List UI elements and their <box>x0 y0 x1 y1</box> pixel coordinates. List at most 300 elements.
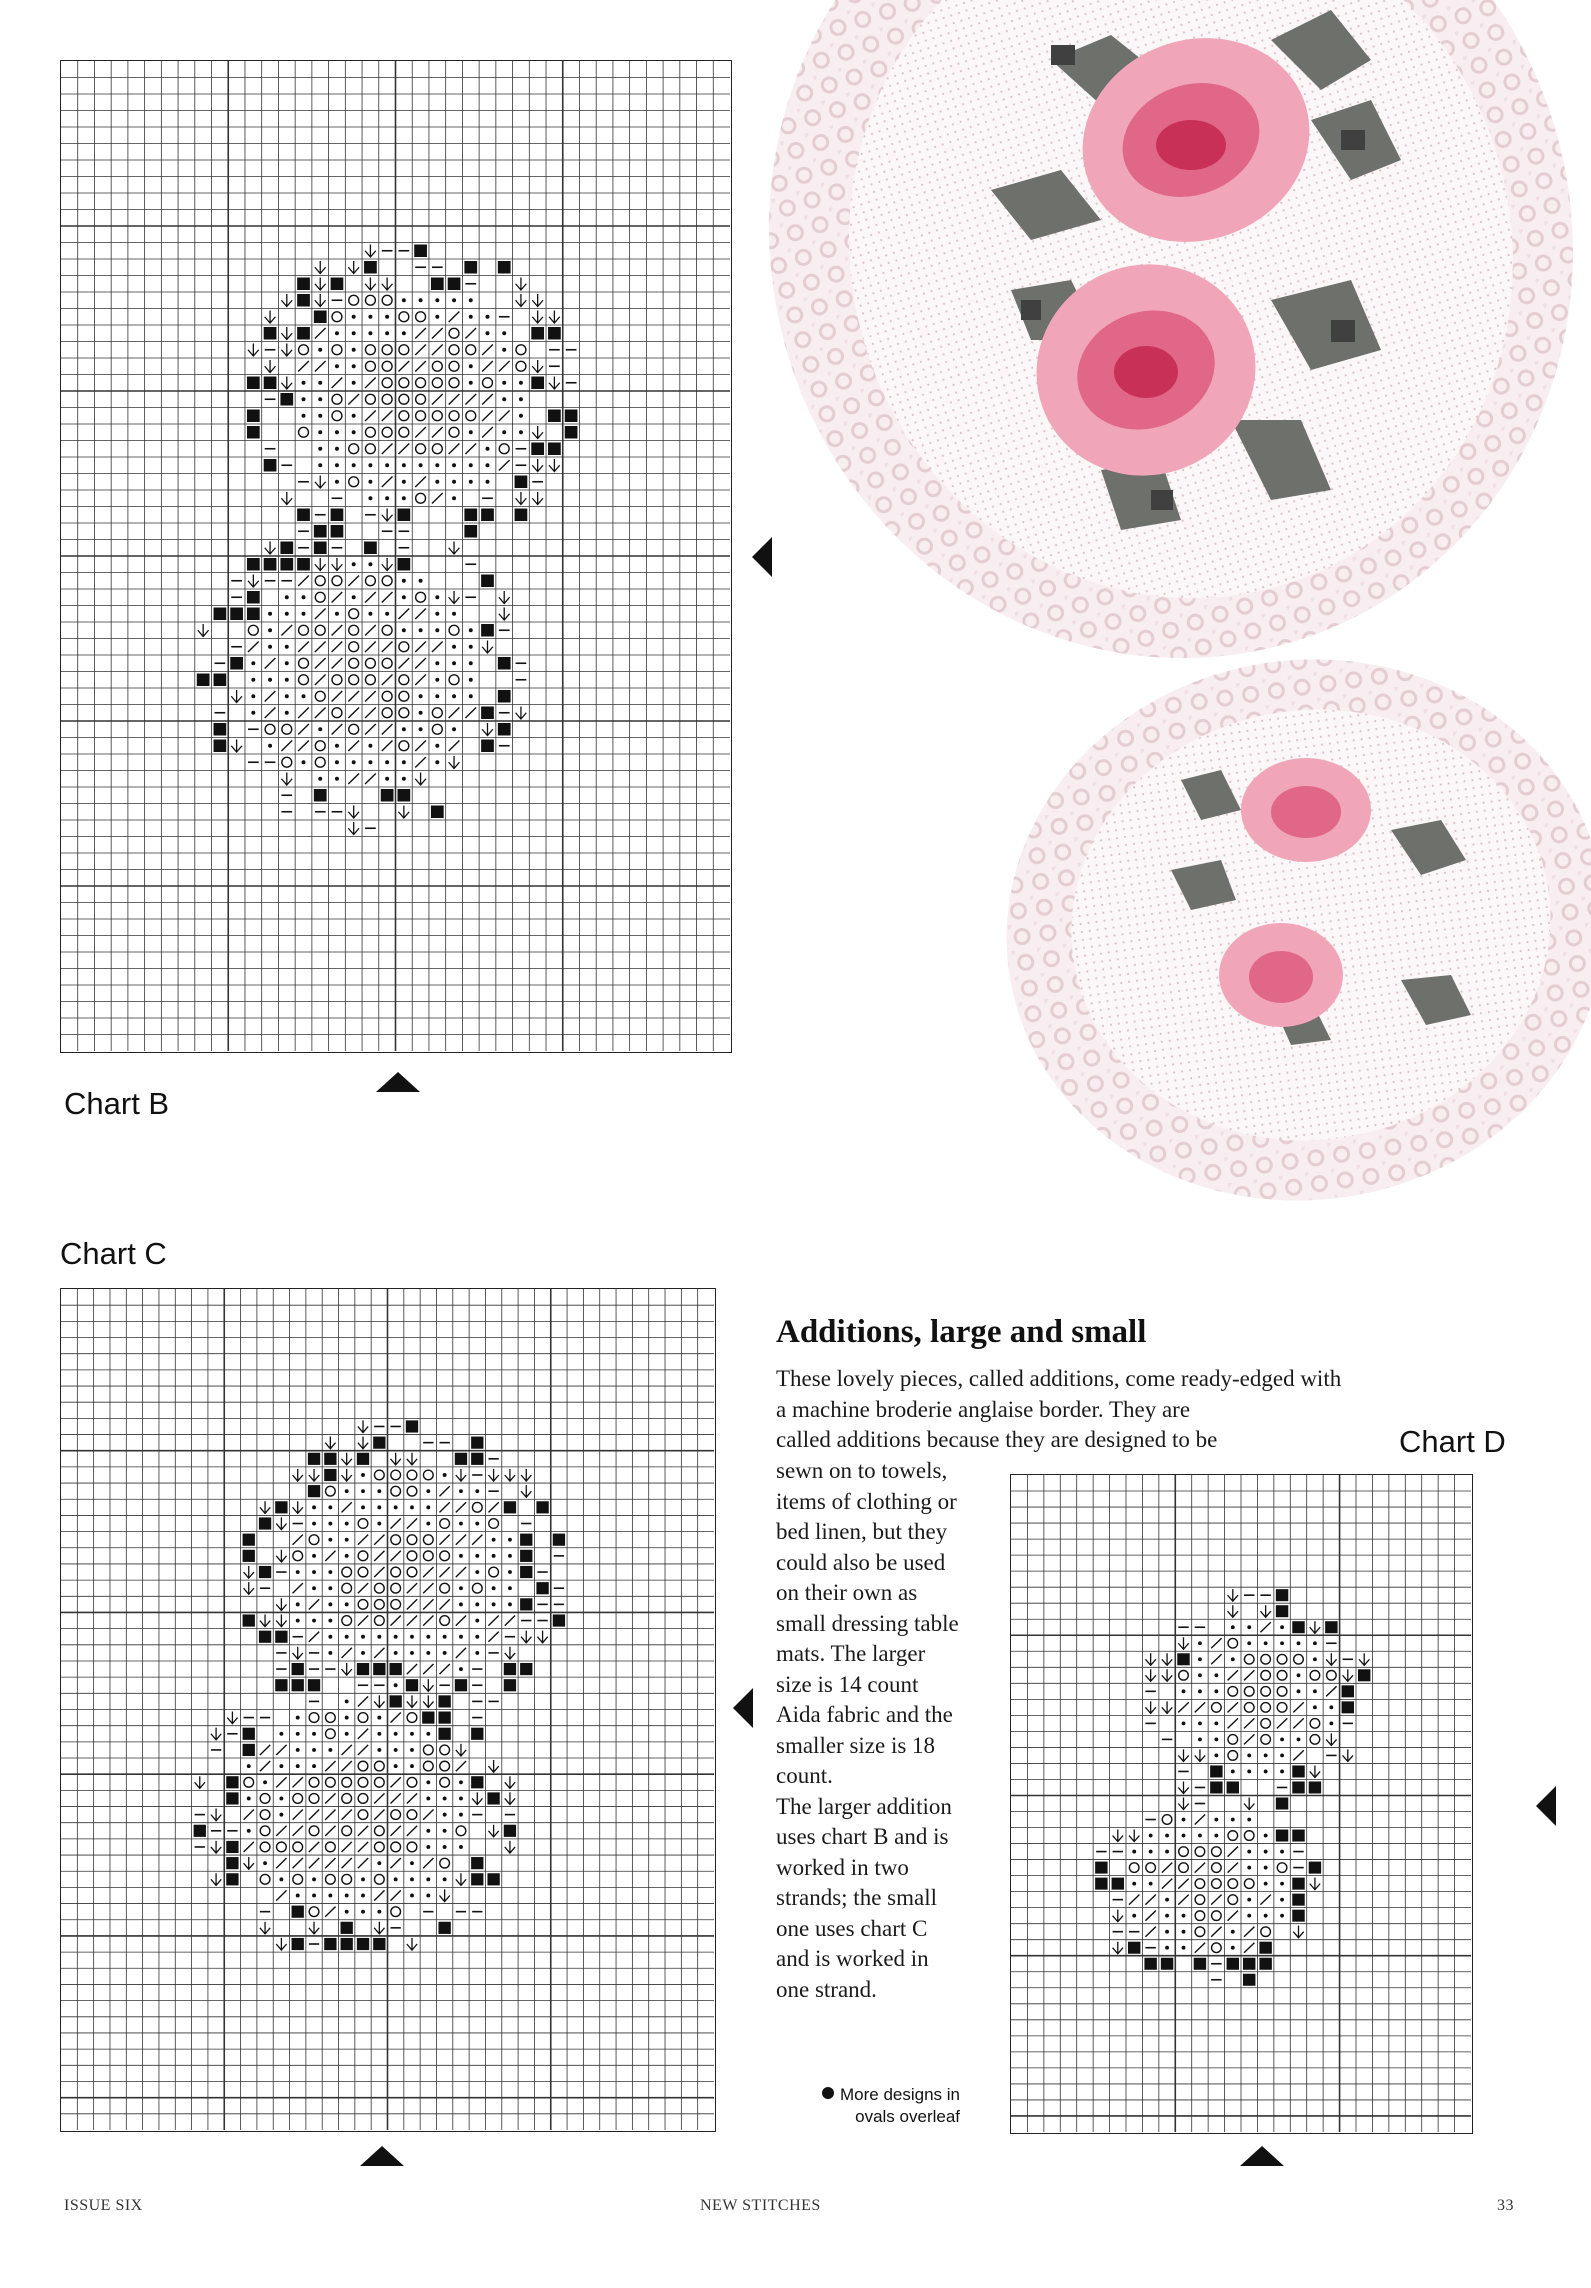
chart-b-stitch-symbol <box>519 414 523 418</box>
chart-d-stitch-symbol <box>1112 1878 1124 1890</box>
chart-b-stitch-symbol <box>398 558 411 571</box>
chart-c-stitch-symbol <box>275 1631 287 1643</box>
chart-c-stitch-symbol <box>358 1794 368 1804</box>
chart-b-stitch-symbol <box>519 397 523 401</box>
chart-b-stitch-symbol <box>348 708 359 719</box>
chart-b-stitch-symbol <box>385 760 389 764</box>
chart-c-stitch-symbol <box>423 1567 433 1577</box>
chart-d-stitch-symbol <box>1195 1943 1205 1953</box>
chart-c-stitch-symbol <box>456 1535 466 1545</box>
chart-c-stitch-symbol <box>439 1535 449 1545</box>
chart-c-stitch-symbol <box>260 1874 270 1884</box>
chart-b-stitch-symbol <box>469 645 473 649</box>
chart-d-stitch-symbol <box>1276 1605 1288 1617</box>
lace-additions-photo <box>751 0 1591 1260</box>
chart-c-stitch-symbol <box>394 1748 398 1752</box>
chart-b-stitch-symbol <box>432 411 442 421</box>
chart-b-stitch-symbol <box>315 609 326 620</box>
chart-c-stitch-symbol <box>342 1567 352 1577</box>
chart-c-stitch-symbol <box>276 1745 286 1755</box>
chart-c-stitch-symbol <box>440 1777 450 1787</box>
chart-d-stitch-symbol <box>1228 1911 1238 1921</box>
chart-c-stitch-symbol <box>426 1845 430 1849</box>
chart-b-stitch-symbol <box>315 328 326 339</box>
chart-d-stitch-symbol <box>1310 1621 1320 1633</box>
chart-d-stitch-symbol <box>1195 1815 1205 1825</box>
chart-c-stitch-symbol <box>426 1732 430 1736</box>
chart-b-stitch-symbol <box>318 777 322 781</box>
chart-b-stitch-symbol <box>469 678 473 682</box>
chart-b-stitch-symbol <box>398 789 411 802</box>
chart-b-stitch-symbol <box>299 675 309 685</box>
chart-b-stitch-symbol <box>285 645 289 649</box>
chart-c-stitch-symbol <box>423 1535 433 1545</box>
chart-c-stitch-symbol <box>342 1858 352 1868</box>
chart-c-stitch-symbol <box>521 1631 531 1643</box>
chart-b-stitch-symbol <box>214 674 227 687</box>
chart-c-stitch-symbol <box>309 1858 319 1868</box>
chart-c-stitch-symbol <box>361 1635 365 1639</box>
chart-d-stitch-symbol <box>1343 1749 1353 1761</box>
chart-d-stitch-symbol <box>1326 1733 1336 1745</box>
chart-b-stitch-symbol <box>565 410 578 423</box>
chart-d-stitch-symbol <box>1327 1670 1337 1680</box>
chart-d-stitch-symbol <box>1292 1830 1304 1842</box>
chart-c-stitch-symbol <box>374 1583 384 1593</box>
chart-d-stitch-symbol <box>1260 1605 1270 1617</box>
chart-c-stitch-symbol <box>407 1777 417 1787</box>
chart-c-stitch-symbol <box>505 1776 515 1788</box>
chart-c-stitch-symbol <box>423 1615 433 1625</box>
chart-b-stitch-symbol <box>432 642 443 653</box>
chart-d-stitch-symbol <box>1195 1879 1205 1889</box>
chart-b-stitch-symbol <box>435 463 439 467</box>
chart-b-stitch-symbol <box>431 806 444 819</box>
chart-b-stitch-symbol <box>486 331 490 335</box>
chart-c-stitch-symbol <box>244 1582 254 1594</box>
chart-c-stitch-symbol <box>326 1874 336 1884</box>
bullet-icon <box>822 2087 834 2099</box>
chart-b-stitch-symbol <box>318 414 322 418</box>
chart-c-label: Chart C <box>60 1236 167 1271</box>
chart-d-stitch-symbol <box>1280 1737 1284 1741</box>
chart-d-stitch-symbol <box>1264 1754 1268 1758</box>
chart-c-stitch-symbol <box>247 1797 251 1801</box>
chart-b-stitch-symbol <box>230 657 243 670</box>
chart-d-stitch-symbol <box>1198 1673 1202 1677</box>
chart-c-stitch-symbol <box>394 1635 398 1639</box>
chart-c-stitch-symbol <box>195 1776 205 1788</box>
chart-c-stitch-symbol <box>326 1486 336 1496</box>
chart-d-stitch-symbol <box>1161 1958 1173 1970</box>
chart-c-stitch-symbol <box>504 1663 516 1675</box>
chart-b-stitch-symbol <box>335 777 339 781</box>
chart-d-stitch-symbol <box>1182 1689 1186 1693</box>
chart-c-stitch-symbol <box>226 1776 238 1788</box>
chart-c-stitch-symbol <box>361 1894 365 1898</box>
chart-b-stitch-symbol <box>331 525 344 538</box>
chart-c-stitch-symbol <box>342 1842 352 1852</box>
chart-c-stitch-symbol <box>407 1453 417 1465</box>
chart-c-stitch-symbol <box>296 1570 300 1574</box>
chart-c-stitch-symbol <box>374 1842 384 1852</box>
chart-c-stitch-symbol <box>342 1453 352 1465</box>
chart-b-stitch-symbol <box>502 430 506 434</box>
chart-c-stitch-symbol <box>358 1567 368 1577</box>
note-line-1: More designs in <box>840 2085 961 2104</box>
chart-d-stitch-symbol <box>1244 1943 1254 1953</box>
chart-c-stitch-symbol <box>391 1907 401 1917</box>
chart-c-stitch-symbol <box>293 1874 303 1884</box>
chart-b-stitch-symbol <box>482 361 493 372</box>
chart-b-stitch-symbol <box>348 261 359 274</box>
chart-d-stitch-symbol <box>1276 1589 1288 1601</box>
chart-d-stitch-symbol <box>1293 1750 1303 1760</box>
chart-c-stitch-symbol <box>505 1647 515 1659</box>
chart-b-stitch-symbol <box>435 612 439 616</box>
chart-c-stitch-symbol <box>293 1810 303 1820</box>
chart-c-stitch-symbol <box>293 1858 303 1868</box>
chart-b-stitch-symbol <box>365 278 376 291</box>
chart-b-stitch-symbol <box>315 294 326 307</box>
chart-b-stitch-symbol <box>298 708 309 719</box>
chart-d-stitch-symbol <box>1165 1834 1169 1838</box>
chart-d-stitch-symbol <box>1292 1878 1304 1890</box>
chart-b-stitch-symbol <box>399 691 409 701</box>
chart-b-stitch-symbol <box>419 579 423 583</box>
chart-b-stitch-symbol <box>399 312 409 322</box>
chart-c-stitch-symbol <box>471 1873 483 1885</box>
chart-b-stitch-symbol <box>519 381 523 385</box>
chart-b-stitch-symbol <box>214 608 227 621</box>
chart-b-stitch-symbol <box>415 609 426 620</box>
chart-c-stitch-symbol <box>443 1829 447 1833</box>
chart-b-stitch-symbol <box>297 509 310 522</box>
chart-c-stitch-symbol <box>308 1453 320 1465</box>
chart-d-stitch-symbol <box>1264 1882 1268 1886</box>
chart-b-stitch-symbol <box>415 642 426 653</box>
chart-b-stitch-symbol <box>469 628 473 632</box>
chart-b-stitch-symbol <box>385 315 389 319</box>
chart-b-stitch-symbol <box>349 642 359 652</box>
chart-c-stitch-symbol <box>342 1469 352 1481</box>
chart-c-stitch-symbol <box>358 1420 368 1432</box>
chart-c-stitch-symbol <box>456 1873 466 1885</box>
chart-c-stitch-symbol <box>244 1857 254 1869</box>
chart-d-stitch-symbol <box>1214 1689 1218 1693</box>
chart-c-stitch-symbol <box>438 1712 450 1724</box>
chart-b-stitch-symbol <box>399 741 409 751</box>
chart-b-stitch-symbol <box>419 694 423 698</box>
chart-c-stitch-symbol <box>459 1489 463 1493</box>
chart-c-stitch-symbol <box>324 1938 336 1950</box>
chart-b-stitch-symbol <box>515 509 528 522</box>
chart-d-stitch-symbol <box>1329 1705 1333 1709</box>
chart-b-stitch-symbol <box>247 608 260 621</box>
chart-d-stitch-symbol <box>1261 1654 1271 1664</box>
chart-d-stitch-symbol <box>1244 1670 1254 1680</box>
chart-d-stitch-symbol <box>1145 1911 1155 1921</box>
chart-b-stitch-symbol <box>281 344 292 357</box>
chart-b-stitch-symbol <box>499 608 510 621</box>
chart-d-stitch-symbol <box>1247 1641 1251 1645</box>
chart-b-stitch-symbol <box>452 480 456 484</box>
chart-d-stitch-symbol <box>1280 1898 1284 1902</box>
chart-b-stitch-symbol <box>268 645 272 649</box>
chart-c-stitch-symbol <box>361 1505 365 1509</box>
chart-c-stitch-symbol <box>492 1602 496 1606</box>
chart-c-stitch-symbol <box>423 1583 433 1593</box>
chart-b-stitch-symbol <box>264 377 277 390</box>
chart-d-stitch-symbol <box>1211 1654 1221 1664</box>
chart-c-stitch-symbol <box>455 1679 467 1691</box>
chart-b-stitch-symbol <box>382 278 393 291</box>
small-addition <box>971 621 1591 1239</box>
chart-c-stitch-symbol <box>325 1858 335 1868</box>
chart-c-stitch-symbol <box>296 1732 300 1736</box>
chart-b-stitch-symbol <box>449 394 460 405</box>
chart-c-stitch-symbol <box>276 1858 286 1868</box>
article-line: one strand. <box>776 1976 877 2002</box>
chart-d-stitch-symbol <box>1128 1942 1140 1954</box>
chart-b-stitch-symbol <box>318 727 322 731</box>
chart-b-stitch-symbol <box>364 261 377 274</box>
chart-c-stitch-symbol <box>293 1647 303 1659</box>
chart-b-stitch-symbol <box>416 493 426 503</box>
chart-d-stitch-symbol <box>1145 1669 1155 1681</box>
chart-b-stitch-symbol <box>499 444 509 454</box>
chart-b-stitch-symbol <box>469 430 473 434</box>
chart-c-stitch-symbol <box>508 1538 512 1542</box>
chart-c-stitch-symbol <box>226 1857 238 1869</box>
article-line: worked in two <box>776 1854 909 1880</box>
chart-c-stitch-symbol <box>342 1777 352 1787</box>
chart-c-stitch-symbol <box>488 1469 498 1481</box>
article-line: small dressing table <box>776 1610 959 1636</box>
chart-c-stitch-symbol <box>373 1437 385 1449</box>
chart-c-stitch-symbol <box>259 1517 271 1529</box>
chart-c-stitch-symbol <box>374 1874 384 1884</box>
chart-b-stitch-symbol <box>416 444 426 454</box>
chart-b-stitch-symbol <box>352 595 356 599</box>
chart-c-stitch-symbol <box>345 1554 349 1558</box>
chart-c-stitch-symbol <box>243 1550 255 1562</box>
chart-c-stitch-symbol <box>374 1826 384 1836</box>
chart-c-stitch-symbol <box>443 1651 447 1655</box>
chart-c-stitch-symbol <box>296 1894 300 1898</box>
chart-c-stitch-symbol <box>456 1469 466 1481</box>
chart-d-stitch-symbol <box>1261 1719 1271 1729</box>
chart-c-stitch-symbol <box>508 1570 512 1574</box>
chart-c-stitch-symbol <box>227 1712 237 1724</box>
chart-d-stitch-symbol <box>1231 1946 1235 1950</box>
chart-b-stitch-symbol <box>435 694 439 698</box>
chart-c-stitch-symbol <box>358 1777 368 1787</box>
chart-b-stitch-symbol <box>449 708 460 719</box>
chart-b-stitch-symbol <box>382 741 393 752</box>
chart-c-stitch-symbol <box>475 1522 479 1526</box>
chart-d-stitch-symbol <box>1178 1797 1188 1809</box>
chart-b-stitch-symbol <box>365 576 375 586</box>
chart-c-stitch-symbol <box>377 1635 381 1639</box>
chart-b-stitch-symbol <box>469 661 473 665</box>
chart-c-stitch-symbol <box>342 1761 352 1771</box>
chart-b-stitch-symbol <box>452 298 456 302</box>
chart-d-stitch-symbol <box>1342 1701 1354 1713</box>
chart-b-stitch-symbol <box>452 694 456 698</box>
chart-b-stitch-symbol <box>486 480 490 484</box>
chart-d-stitch-symbol <box>1359 1653 1369 1665</box>
chart-b-stitch-symbol <box>486 447 490 451</box>
chart-c-stitch-symbol <box>374 1695 384 1707</box>
chart-b-stitch-symbol <box>515 476 528 489</box>
chart-c-stitch-symbol <box>361 1489 365 1493</box>
chart-b-stitch-symbol <box>381 789 394 802</box>
chart-b-stitch-symbol <box>349 724 359 734</box>
chart-b-stitch-symbol <box>469 298 473 302</box>
chart-d-stitch-symbol <box>1259 1942 1271 1954</box>
chart-c-stitch-symbol <box>357 1663 369 1675</box>
chart-b-stitch-symbol <box>382 444 393 455</box>
chart-c-stitch-symbol <box>456 1761 466 1771</box>
chart-c-stitch-symbol <box>342 1648 352 1658</box>
chart-c-stitch-symbol <box>521 1469 531 1481</box>
chart-b-stitch-symbol <box>332 394 342 404</box>
chart-b-stitch-symbol <box>382 642 393 653</box>
chart-d-stitch-symbol <box>1243 1958 1255 1970</box>
chart-b-stitch-symbol <box>486 315 490 319</box>
chart-d-stitch-symbol <box>1129 1830 1139 1842</box>
chart-b-stitch-symbol <box>315 576 325 586</box>
chart-b-stitch-symbol <box>268 678 272 682</box>
chart-b-stitch-symbol <box>352 463 356 467</box>
chart-b-stitch-symbol <box>365 592 376 603</box>
chart-c-stitch-symbol <box>263 1861 267 1865</box>
chart-c-stitch-symbol <box>426 1651 430 1655</box>
chart-d-stitch-symbol <box>1149 1850 1153 1854</box>
chart-c-stitch-symbol <box>244 1810 254 1820</box>
chart-c-stitch-symbol <box>328 1602 332 1606</box>
chart-b-stitch-symbol <box>435 744 439 748</box>
chart-c-stitch-symbol <box>438 1728 450 1740</box>
chart-d-stitch-symbol <box>1178 1702 1188 1712</box>
chart-b-stitch-symbol <box>452 645 456 649</box>
chart-c-stitch-symbol <box>439 1567 449 1577</box>
chart-c-stitch-symbol <box>342 1583 352 1593</box>
chart-d-stitch-symbol <box>1211 1638 1221 1648</box>
chart-d-stitch-symbol <box>1214 1834 1218 1838</box>
chart-d-stitch-symbol <box>1292 1781 1304 1793</box>
chart-b-stitch-symbol <box>315 261 326 274</box>
chart-b-stitch-symbol <box>481 575 494 588</box>
chart-d-stitch-symbol <box>1310 1670 1320 1680</box>
chart-d-stitch-symbol <box>1214 1818 1218 1822</box>
chart-c-stitch-symbol <box>276 1826 286 1836</box>
chart-c-stitch-symbol <box>459 1635 463 1639</box>
chart-c-stitch-symbol <box>328 1635 332 1639</box>
chart-c-stitch-symbol <box>443 1813 447 1817</box>
chart-c-stitch-symbol <box>358 1810 368 1820</box>
chart-c-stitch-symbol <box>342 1745 352 1755</box>
chart-c-stitch-symbol <box>326 1777 336 1787</box>
chart-b-stitch-symbol <box>449 427 459 437</box>
chart-b-stitch-symbol <box>415 675 426 686</box>
chart-c-stitch-symbol <box>211 1841 221 1853</box>
chart-c-stitch-symbol <box>471 1437 483 1449</box>
article-line: could also be used <box>776 1549 946 1575</box>
chart-c-stitch-symbol <box>505 1469 515 1481</box>
chart-c-stitch-symbol <box>472 1583 482 1593</box>
chart-d-stitch-symbol <box>1228 1718 1238 1728</box>
chart-c-stitch-symbol <box>488 1502 498 1512</box>
chart-b-stitch-symbol <box>264 558 277 571</box>
chart-c-stitch-symbol <box>341 1938 353 1950</box>
chart-b-stitch-symbol <box>399 345 409 355</box>
chart-c-stitch-symbol <box>407 1938 417 1950</box>
chart-b-stitch-symbol <box>365 691 376 702</box>
chart-c-stitch-symbol <box>475 1570 479 1574</box>
chart-c-stitch-symbol <box>309 1469 319 1481</box>
chart-c-stitch-symbol <box>488 1825 498 1837</box>
chart-b-stitch-symbol <box>452 463 456 467</box>
chart-c-stitch-symbol <box>276 1517 286 1529</box>
chart-c-stitch-symbol <box>391 1583 401 1593</box>
chart-b-stitch-symbol <box>483 378 493 388</box>
chart-b-stitch-symbol <box>332 675 342 685</box>
chart-b-stitch-symbol <box>315 476 326 489</box>
chart-d-stitch-symbol <box>1178 1749 1188 1761</box>
chart-c-stitch-symbol <box>308 1679 320 1691</box>
chart-b-stitch-symbol <box>281 377 292 390</box>
chart-c-stitch-symbol <box>390 1695 402 1707</box>
chart-c-stitch-symbol <box>504 1679 516 1691</box>
chart-b-stitch-symbol <box>332 691 343 702</box>
chart-c-stitch-symbol <box>263 1780 267 1784</box>
chart-c-stitch-symbol <box>407 1615 417 1625</box>
chart-b-stitch-symbol <box>415 757 426 768</box>
chart-c-stitch-symbol <box>377 1505 381 1509</box>
chart-c-stitch-symbol <box>345 1716 349 1720</box>
chart-b-stitch-symbol <box>332 625 343 636</box>
chart-b-stitch-symbol <box>464 509 477 522</box>
chart-c-stitch-symbol <box>309 1922 319 1934</box>
chart-b-stitch-symbol <box>365 295 375 305</box>
chart-c-stitch-symbol <box>410 1894 414 1898</box>
chart-b-stitch-symbol <box>348 822 359 835</box>
chart-c-stitch-symbol <box>244 1777 254 1787</box>
chart-d-stitch-symbol <box>1244 1703 1254 1713</box>
chart-c-stitch-symbol <box>260 1501 270 1513</box>
chart-b-stitch-symbol <box>402 298 406 302</box>
chart-d-stitch-symbol <box>1261 1735 1271 1745</box>
chart-b-stitch-symbol <box>348 741 359 752</box>
chart-b-stitch-symbol <box>549 377 560 390</box>
chart-b-stitch-symbol <box>382 625 392 635</box>
chart-c-stitch-symbol <box>309 1794 319 1804</box>
chart-d-stitch-symbol <box>1297 1737 1301 1741</box>
chart-c-stitch-symbol <box>443 1877 447 1881</box>
chart-b-stitch-symbol <box>502 397 506 401</box>
chart-d-stitch-symbol <box>1244 1831 1254 1841</box>
chart-d-stitch-symbol <box>1165 1850 1169 1854</box>
chart-c-stitch-symbol <box>374 1600 384 1610</box>
chart-b-stitch-symbol <box>516 707 527 720</box>
chart-c-stitch-symbol <box>342 1794 352 1804</box>
chart-b-stitch-symbol <box>352 381 356 385</box>
chart-c-stitch-symbol <box>247 1829 251 1833</box>
chart-c-stitch-symbol <box>296 1602 300 1606</box>
chart-d-stitch-symbol <box>1195 1847 1205 1857</box>
